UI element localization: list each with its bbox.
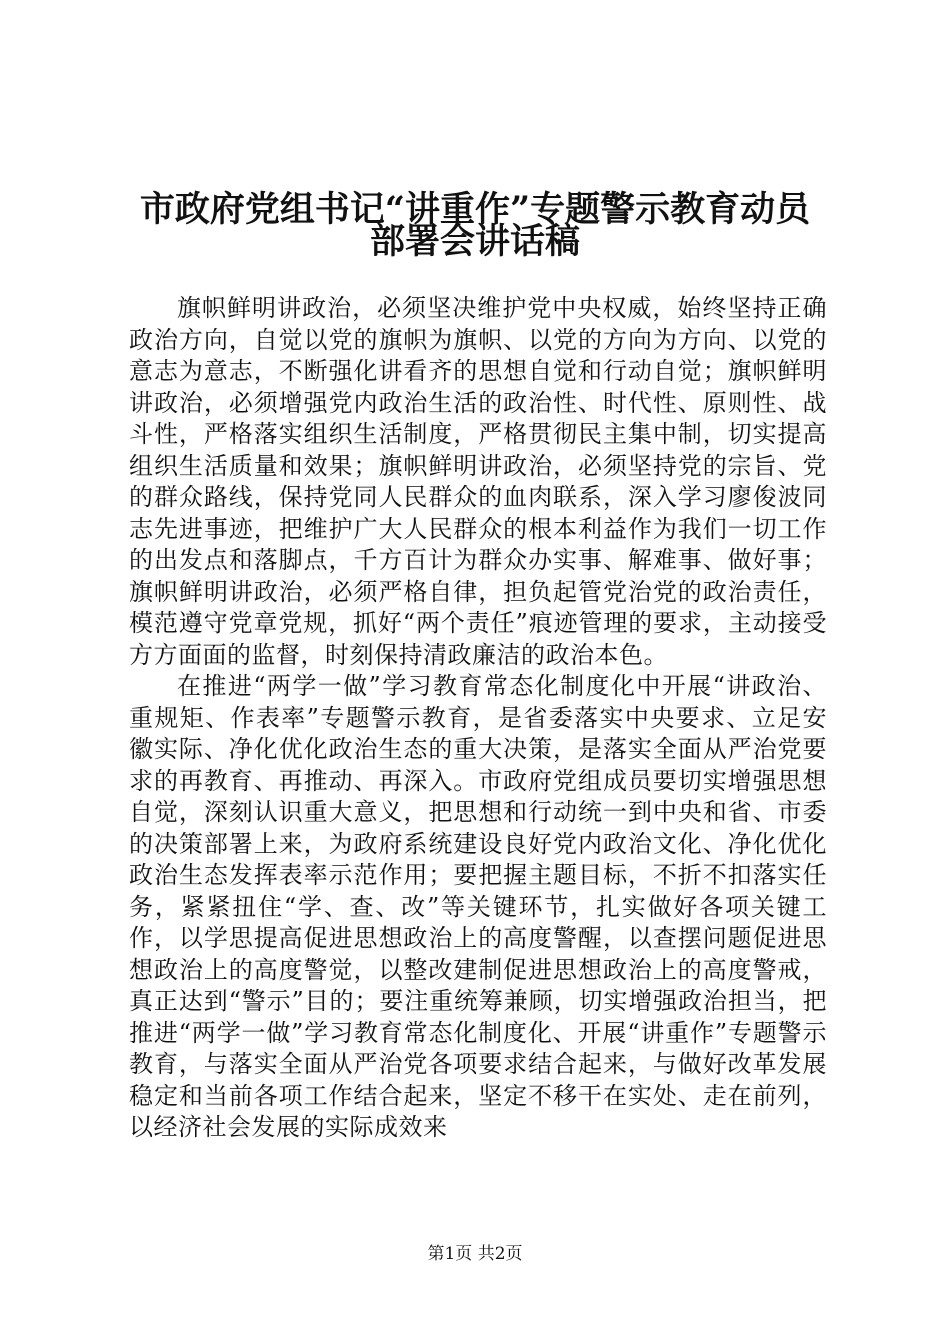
paragraph-2: 在推进“两学一做”学习教育常态化制度化中开展“讲政治、重规矩、作表率”专题警示教育，是省委落实中央要求、立足安徽实际、净化优化政治生态的重大决策，是落实全面从严治党要求的再教育、再推动、再深入。市政府党组成员要切实增强思想自觉，深刻认识重大意义，把思想和行动统一到中央和省、市委的决策部署上来，为政府系统建设良好党内政治文化、净化优化政治生态发挥表率示范作用；要把握主题目标，不折不扣落实任务，紧紧扭住“学、查、改”等关键环节，扎实做好各项关键工作，以学思提高促进思想政治上的高度警醒，以查摆问题促进思想政治上的高度警觉，以整改建制促进思想政治上的高度警戒，真正达到“警示”目的；要注重统筹兼顾，切实增强政治担当，把推进“两学一做”学习教育常态化制度化、开展“讲重作”专题警示教育，与落实全面从严治党各项要求结合起来，与做好改革发展稳定和当前各项工作结合起来，坚定不移干在实处、走在前列，以经济社会发展的实际成效来 — [129, 672, 827, 1141]
document-title-line1: 市政府党组书记“讲重作”专题警示教育动员 — [139, 189, 811, 230]
document-title-line2: 部署会讲话稿 — [369, 221, 580, 262]
page-footer: 第1页 共2页 — [427, 1244, 523, 1264]
paragraph-1: 旗帜鲜明讲政治，必须坚决维护党中央权威，始终坚持正确政治方向，自觉以党的旗帜为旗帜、以党的方向为方向、以党的意志为意志，不断强化讲看齐的思想自觉和行动自觉；旗帜鲜明讲政治，必须增强党内政治生活的政治性、时代性、原则性、战斗性，严格落实组织生活制度，严格贯彻民主集中制，切实提高组织生活质量和效果；旗帜鲜明讲政治，必须坚持党的宗旨、党的群众路线，保持党同人民群众的血肉联系，深入学习廖俊波同志先进事迹，把维护广大人民群众的根本利益作为我们一切工作的出发点和落脚点，千方百计为群众办实事、解难事、做好事；旗帜鲜明讲政治，必须严格自律，担负起管党治党的政治责任，模范遵守党章党规，抓好“两个责任”痕迹管理的要求，主动接受方方面面的监督，时刻保持清政廉洁的政治本色。 — [129, 294, 827, 669]
document-body — [129, 293, 827, 1144]
